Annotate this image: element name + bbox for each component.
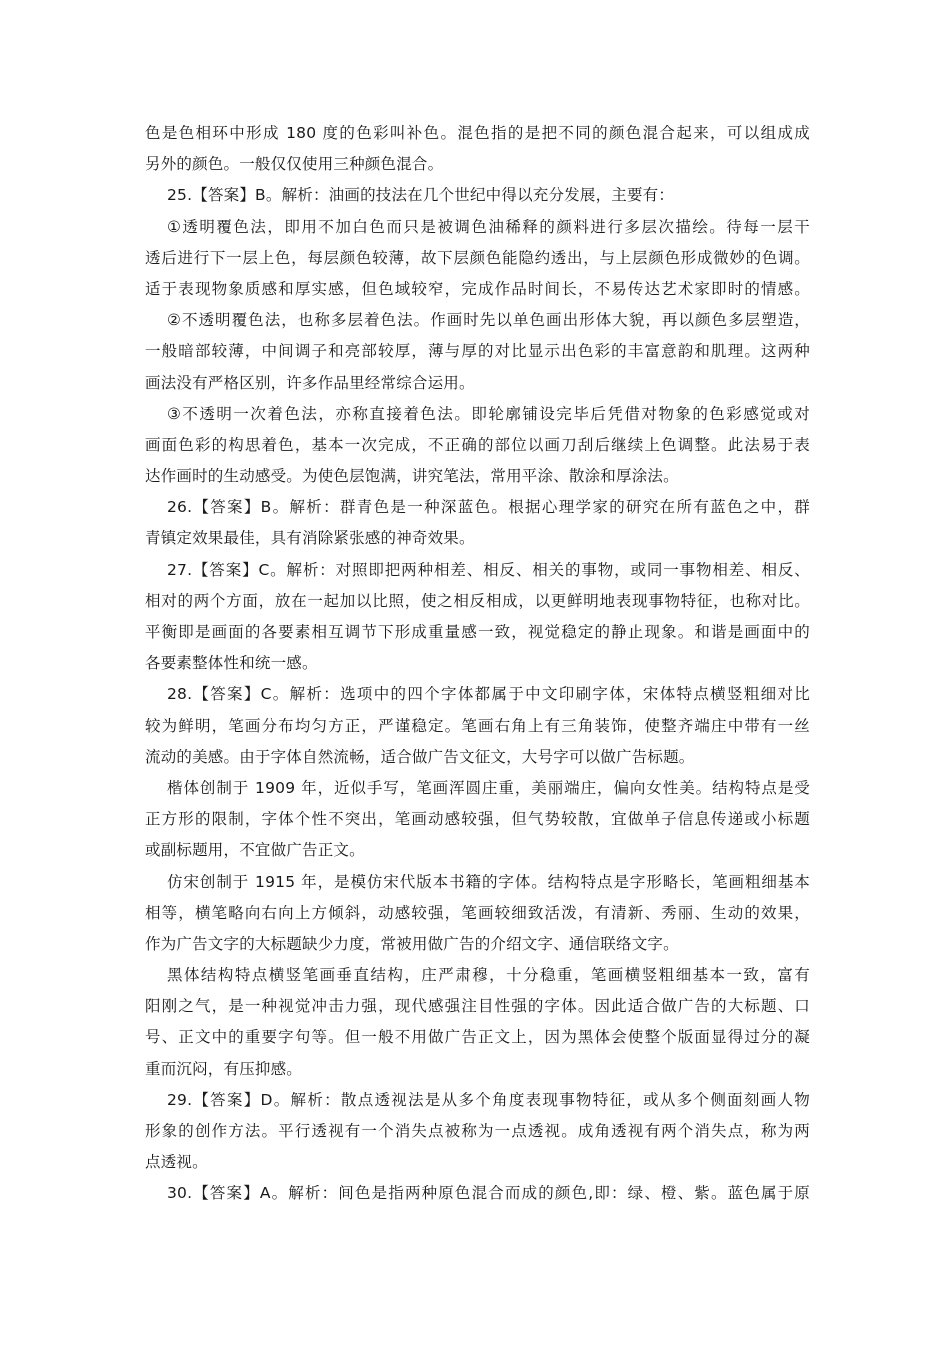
text-line: 28.【答案】C。解析：选项中的四个字体都属于中文印刷字体，宋体特点横竖粗细对比 bbox=[167, 685, 810, 704]
text-line: 画法没有严格区别，许多作品里经常综合运用。 bbox=[145, 373, 475, 392]
text-line: 透后进行下一层上色，每层颜色较薄，故下层颜色能隐约透出，与上层颜色形成微妙的色调。 bbox=[145, 248, 810, 267]
text-line: 一般暗部较薄，中间调子和亮部较厚，薄与厚的对比显示出色彩的丰富意韵和肌理。这两种 bbox=[145, 342, 810, 361]
text-line: 30.【答案】A。解析：间色是指两种原色混合而成的颜色,即：绿、橙、紫。蓝色属于原 bbox=[167, 1184, 810, 1203]
text-line: 号、正文中的重要字句等。但一般不用做广告正文上，因为黑体会使整个版面显得过分的凝 bbox=[145, 1028, 810, 1047]
text-line: 正方形的限制，字体个性不突出，笔画动感较强，但气势较散，宜做单子信息传递或小标题 bbox=[145, 810, 810, 829]
text-line: 相对的两个方面，放在一起加以比照，使之相反相成，以更鲜明地表现事物特征，也称对比。 bbox=[145, 591, 810, 610]
text-line: 画面色彩的构思着色，基本一次完成，不正确的部位以画刀刮后继续上色调整。此法易于表 bbox=[145, 435, 810, 454]
text-line: 25.【答案】B。解析：油画的技法在几个世纪中得以充分发展，主要有： bbox=[167, 186, 675, 205]
text-line: 青镇定效果最佳，具有消除紧张感的神奇效果。 bbox=[145, 529, 475, 548]
text-line: 形象的创作方法。平行透视有一个消失点被称为一点透视。成角透视有两个消失点，称为两 bbox=[145, 1122, 810, 1140]
text-line: ①透明覆色法，即用不加白色而只是被调色油稀释的颜料进行多层次描绘。待每一层干 bbox=[167, 217, 810, 236]
document-body bbox=[145, 118, 810, 1210]
text-line: 或副标题用，不宜做广告正文。 bbox=[145, 841, 365, 860]
text-line: 29.【答案】D。解析：散点透视法是从多个角度表现事物特征，或从多个侧面刻画人物 bbox=[167, 1090, 810, 1109]
text-line: 较为鲜明，笔画分布均匀方正，严谨稳定。笔画右角上有三角装饰，使整齐端庄中带有一丝 bbox=[145, 716, 810, 735]
text-line: 27.【答案】C。解析：对照即把两种相差、相反、相关的事物，或同一事物相差、相反、 bbox=[167, 560, 810, 579]
text-line: 楷体创制于 1909 年，近似手写，笔画浑圆庄重，美丽端庄，偏向女性美。结构特点是受 bbox=[167, 778, 810, 797]
text-line: 黑体结构特点横竖笔画垂直结构，庄严肃穆，十分稳重，笔画横竖粗细基本一致，富有 bbox=[167, 966, 810, 985]
text-line: 平衡即是画面的各要素相互调节下形成重量感一致，视觉稳定的静止现象。和谐是画面中的 bbox=[145, 623, 810, 641]
text-line: 阳刚之气，是一种视觉冲击力强，现代感强注目性强的字体。因此适合做广告的大标题、口 bbox=[145, 997, 810, 1016]
text-line: 相等，横笔略向右向上方倾斜，动感较强，笔画较细致活泼，有清新、秀丽、生动的效果， bbox=[145, 903, 810, 922]
text-line: 26.【答案】B。解析：群青色是一种深蓝色。根据心理学家的研究在所有蓝色之中，群 bbox=[167, 498, 810, 517]
text-line: 作为广告文字的大标题缺少力度，常被用做广告的介绍文字、通信联络文字。 bbox=[145, 934, 679, 953]
text-line: 仿宋创制于 1915 年，是模仿宋代版本书籍的字体。结构特点是字形略长，笔画粗细基本 bbox=[167, 872, 810, 891]
text-line: 达作画时的生动感受。为使色层饱满，讲究笔法，常用平涂、散涂和厚涂法。 bbox=[145, 467, 679, 486]
text-line: 流动的美感。由于字体自然流畅，适合做广告文征文，大号字可以做广告标题。 bbox=[145, 747, 695, 766]
text-line: 色是色相环中形成 180 度的色彩叫补色。混色指的是把不同的颜色混合起来，可以组成成 bbox=[145, 124, 810, 142]
text-line: 各要素整体性和统一感。 bbox=[145, 654, 318, 673]
text-line: 点透视。 bbox=[145, 1153, 208, 1172]
text-line: 适于表现物象质感和厚实感，但色域较窄，完成作品时间长，不易传达艺术家即时的情感。 bbox=[145, 279, 810, 298]
text-line: 重而沉闷，有压抑感。 bbox=[145, 1059, 303, 1078]
text-line: ②不透明覆色法，也称多层着色法。作画时先以单色画出形体大貌，再以颜色多层塑造， bbox=[167, 311, 810, 330]
text-line: 另外的颜色。一般仅仅使用三种颜色混合。 bbox=[145, 155, 444, 174]
text-line: ③不透明一次着色法，亦称直接着色法。即轮廓铺设完毕后凭借对物象的色彩感觉或对 bbox=[167, 404, 810, 423]
